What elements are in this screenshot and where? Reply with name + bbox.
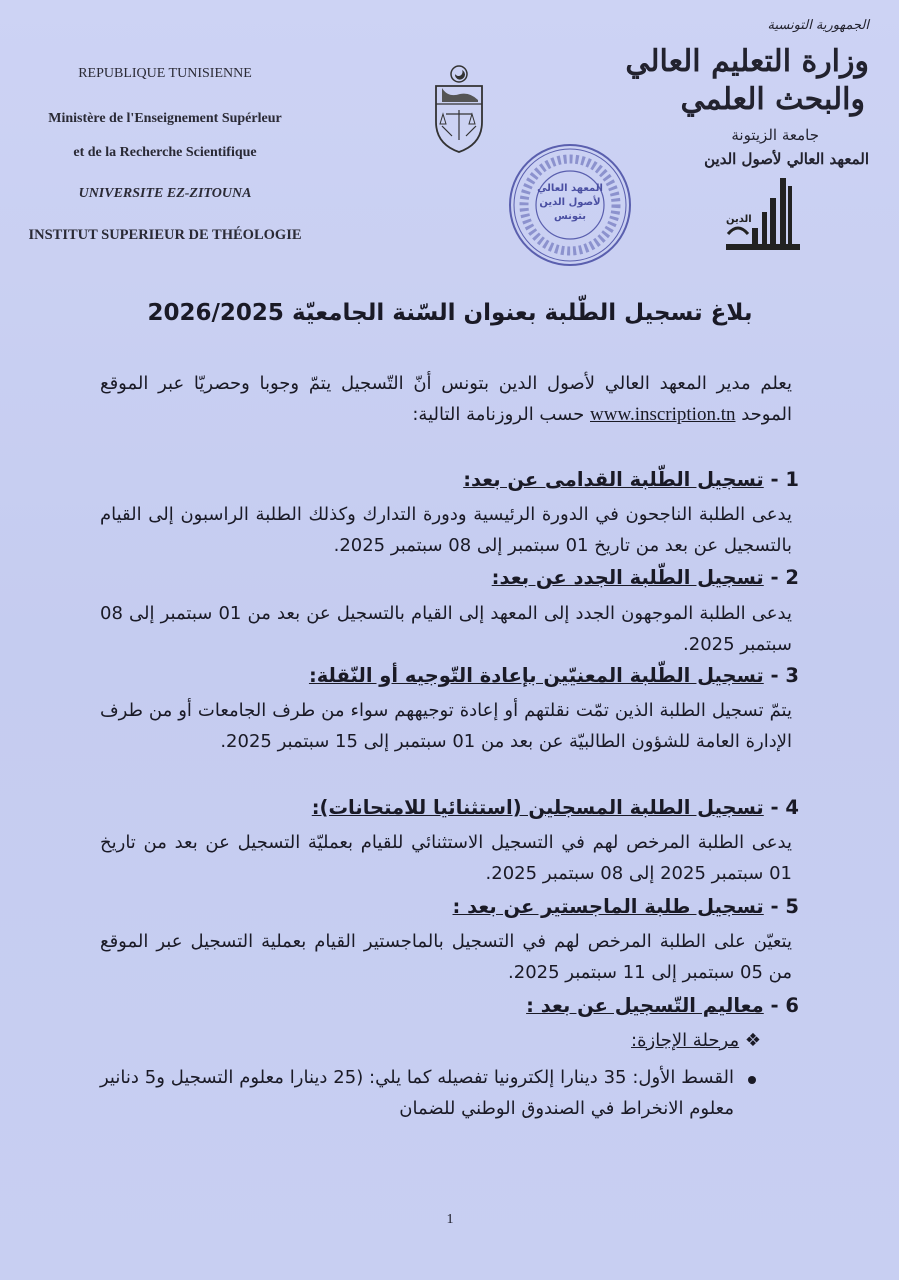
stamp-line-2: لأصول الدين — [539, 197, 601, 208]
header-ar-institute: المعهد العالي لأصول الدين — [704, 150, 869, 168]
tunisia-coat-of-arms-icon — [428, 64, 490, 154]
page-number: 1 — [446, 1212, 454, 1227]
section-3-body: يتمّ تسجيل الطلبة الذين تمّت نقلتهم أو إعادة توجيههم سواء من طرف الجامعات أو من طرف الإدارة العامة للشؤون الطالبيّة عن بعد من 01 سبتمبر إلى 15 سبتمبر 2025. — [100, 700, 792, 752]
section-2-body: يدعى الطلبة الموجهون الجدد إلى المعهد إلى القيام بالتسجيل عن بعد من 01 سبتمبر إلى 08 سبتمبر 2025. — [100, 603, 792, 655]
stamp-line-3: بتونس — [554, 211, 586, 222]
header-fr-republic: REPUBLIQUE TUNISIENNE — [78, 66, 252, 81]
header-fr-ministry-line1: Ministère de l'Enseignement Supérleur — [48, 111, 282, 126]
header-ar-republic: الجمهورية التونسية — [767, 18, 869, 33]
section-4-heading: 4 - تسجيل الطلبة المسجلين (استثنائيا للامتحانات): — [311, 796, 799, 819]
section-1-heading: 1 - تسجيل الطّلبة القدامى عن بعد: — [463, 468, 799, 491]
fee-bullet-text: القسط الأول: 35 دينارا إلكترونيا تفصيله كما يلي: (25 دينارا معلوم التسجيل و5 دنانير معلوم الانخراط في الصندوق الوطني للضمان — [100, 1067, 735, 1119]
intro-text-before: يعلم مدير المعهد العالي لأصول الدين بتونس أنّ التّسجيل يتمّ وجوبا وحصريّا عبر الموقع الموحد — [100, 373, 792, 425]
inscription-link[interactable]: www.inscription.tn — [590, 404, 736, 425]
header-ar-ministry-line1: وزارة التعليم العالي — [625, 44, 869, 79]
stamp-line-1: المعهد العالي — [537, 183, 603, 194]
institute-logo — [722, 178, 804, 258]
notice-title: بلاغ تسجيل الطّلبة بعنوان السّنة الجامعيّة 2026/2025 — [147, 300, 753, 326]
diamond-bullet-icon: ❖ — [744, 1030, 761, 1051]
subsection-licence — [631, 1030, 761, 1051]
section-5-body: يتعيّن على الطلبة المرخص لهم في التسجيل بالماجستير القيام بعملية التسجيل عبر الموقع من 05 سبتمبر إلى 11 سبتمبر 2025. — [100, 931, 792, 983]
header-ar-ministry-line2: والبحث العلمي — [680, 82, 865, 117]
official-stamp — [505, 140, 635, 270]
section-4-body: يدعى الطلبة المرخص لهم في التسجيل الاستثنائي للقيام بعمليّة التسجيل عن بعد من تاريخ 01 سبتمبر 2025 إلى 08 سبتمبر 2025. — [100, 832, 792, 884]
section-5-heading: 5 - تسجيل طلبة الماجستير عن بعد : — [452, 895, 799, 918]
header-ar-university: جامعة الزيتونة — [731, 126, 819, 144]
intro-paragraph — [100, 368, 792, 430]
subsection-label: مرحلة الإجازة: — [631, 1030, 740, 1051]
logo-text: الدين — [726, 214, 752, 225]
header-fr-university: UNIVERSITE EZ-ZITOUNA — [78, 186, 252, 201]
bullet-dot-icon — [748, 1076, 756, 1084]
intro-text-after: حسب الروزنامة التالية: — [412, 404, 591, 425]
section-1-body: يدعى الطلبة الناجحون في الدورة الرئيسية ودورة التدارك وكذلك الطلبة الراسبون إلى القيام بالتسجيل عن بعد من تاريخ 01 سبتمبر إلى 08 سبتمبر 2025. — [100, 504, 792, 556]
header-fr-ministry-line2: et de la Recherche Scientifique — [73, 145, 257, 160]
header-fr-institute: INSTITUT SUPERIEUR DE THÉOLOGIE — [28, 227, 302, 243]
section-6-heading: 6 - معاليم التّسجيل عن بعد : — [526, 994, 799, 1017]
section-3-heading: 3 - تسجيل الطّلبة المعنيّين بإعادة التّوجيه أو النّقلة: — [308, 664, 799, 687]
section-2-heading: 2 - تسجيل الطّلبة الجدد عن بعد: — [491, 566, 799, 589]
